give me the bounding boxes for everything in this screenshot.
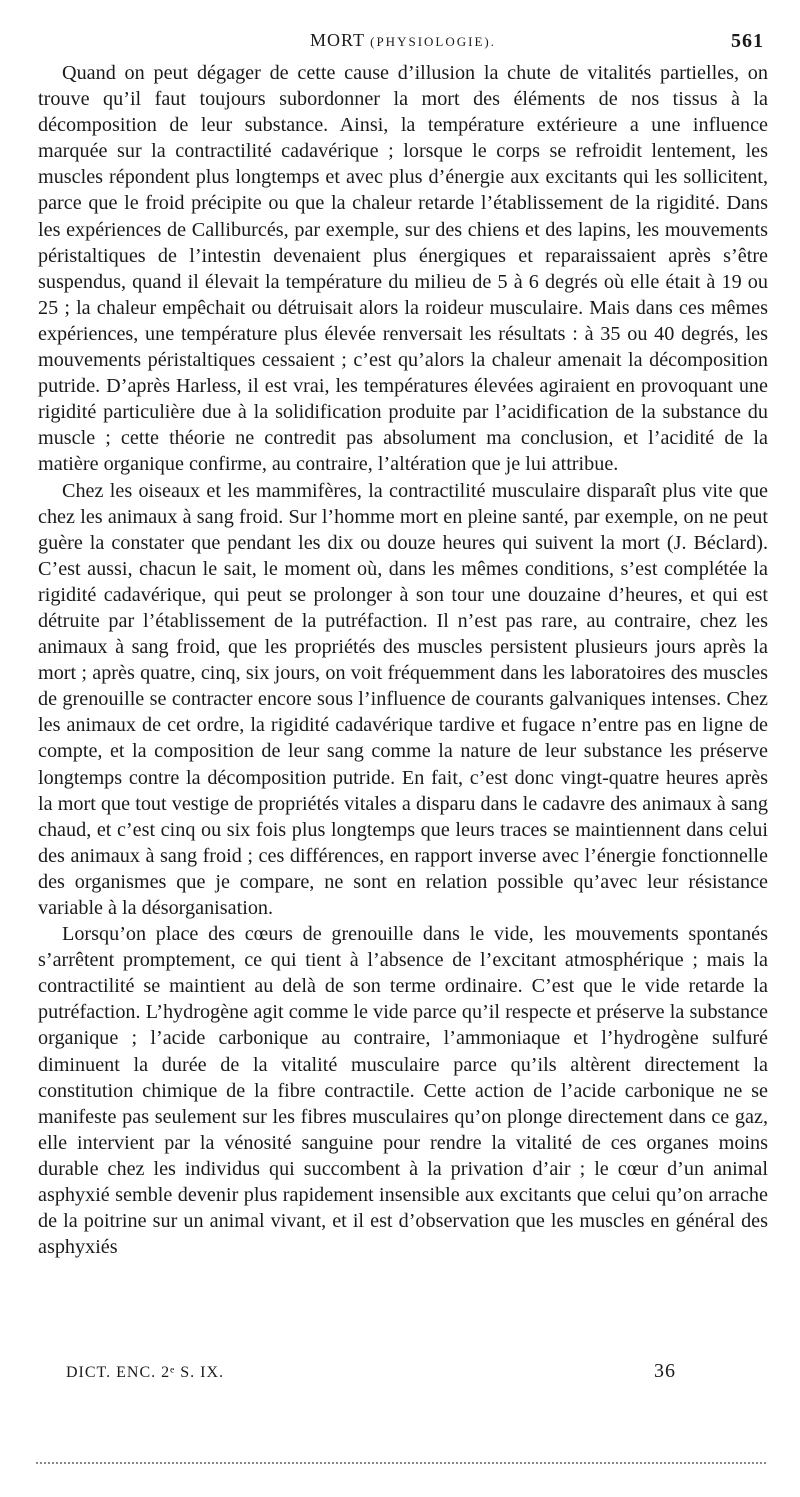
- page-number: 561: [731, 30, 764, 52]
- sheet-number: 36: [654, 1360, 676, 1382]
- paragraph-2: Chez les oiseaux et les mammifères, la contractilité musculaire disparaît plus vite que chez les animaux à sang froid. Sur l’homme mort en pleine santé, par exemple, on ne peut guère la constater que pendant les dix ou douze heures qui suivent la mort (J. Béclard). C’est aussi, chacun le sait, le moment où, dans les mêmes conditions, s’est complétée la rigidité cadavérique, qui peut se prolonger à son tour une douzaine d’heures, et qui est détruite par l’établissement de la putréfaction. Il n’est pas rare, au contraire, chez les animaux à sang froid, que les propriétés des muscles persistent plusieurs jours après la mort ; après quatre, cinq, six jours, on voit fréquemment dans les laboratoires des muscles de grenouille se contracter encore sous l’influence de courants galvaniques intenses. Chez les animaux de cet ordre, la rigidité cadavérique tardive et fugace n’entre pas en ligne de compte, et la composition de leur sang comme la nature de leur substance les préserve longtemps contre la décomposition putride. En fait, c’est donc vingt-quatre heures après la mort que tout vestige de propriétés vitales a disparu dans le cadavre des animaux à sang chaud, et c’est cinq ou six fois plus longtemps que leurs traces se maintiennent dans celui des animaux à sang froid ; ces différences, en rapport inverse avec l’énergie fonctionnelle des organismes que je compare, ne sont en relation possible qu’avec leur résistance variable à la désorganisation.: [38, 479, 768, 919]
- paragraph-1: Quand on peut dégager de cette cause d’illusion la chute de vitalités partielles, on trouve qu’il faut toujours subordonner la mort des éléments de nos tissus à la décomposition de leur substance. Ainsi, la température extérieure a une influence marquée sur la contractilité cadavérique ; lorsque le corps se refroidit lentement, les muscles répondent plus longtemps et avec plus d’énergie aux excitants qui les sollicitent, parce que le froid précipite ou que la chaleur retarde l’établissement de la rigidité. Dans les expériences de Calliburcés, par exemple, sur des chiens et des lapins, les mouvements péristaltiques de l’intestin devenaient plus énergiques et reparaissaient après s’être suspendus, quand il élevait la température du milieu de 5 à 6 degrés où elle était à 19 ou 25 ; la chaleur empêchait ou détruisait alors la roideur musculaire. Mais dans ces mêmes expériences, une température plus élevée renversait les résultats : à 35 ou 40 degrés, les mouvements péristaltiques cessaient ; c’est qu’alors la chaleur amenait la décomposition putride. D’après Harless, il est vrai, les températures élevées agiraient en provoquant une rigidité particulière due à la solidification produite par l’acidification de la substance du muscle ; cette théorie ne contredit pas absolument ma conclusion, et l’acidité de la matière organique confirme, au contraire, l’altération que je lui attribue.: [38, 62, 768, 476]
- document-page: [38, 26, 768, 1260]
- paragraph-3: Lorsqu’on place des cœurs de grenouille dans le vide, les mouvements spontanés s’arrêtent promptement, ce qui tient à l’absence de l’excitant atmosphérique ; mais la contractilité se maintient au delà de son terme ordinaire. C’est que le vide retarde la putréfaction. L’hydrogène agit comme le vide parce qu’il respecte et préserve la substance organique ; l’acide carbonique au contraire, l’ammoniaque et l’hydrogène sulfuré diminuent la durée de la vitalité musculaire parce qu’ils altèrent directement la constitution chimique de la fibre contractile. Cette action de l’acide carbonique ne se manifeste pas seulement sur les fibres musculaires qu’on plonge directement dans ce gaz, elle intervient par la vénosité sanguine pour rendre la vitalité de ces organes moins durable chez les individus qui succombent à la privation d’air ; le cœur d’un animal asphyxié semble devenir plus rapidement insensible aux excitants que celui qu’on arrache de la poitrine sur un animal vivant, et il est d’observation que les muscles en général des asphyxiés: [38, 923, 768, 1259]
- running-head: [38, 26, 768, 56]
- running-title-main: MORT: [310, 30, 365, 50]
- dotted-rule: [36, 1462, 766, 1464]
- running-title-sub: (PHYSIOLOGIE).: [370, 34, 496, 49]
- page-footer: [66, 1360, 686, 1390]
- printer-signature: DICT. ENC. 2ᵉ S. IX.: [66, 1364, 225, 1381]
- running-title: [38, 30, 768, 51]
- body-text: [38, 60, 768, 1260]
